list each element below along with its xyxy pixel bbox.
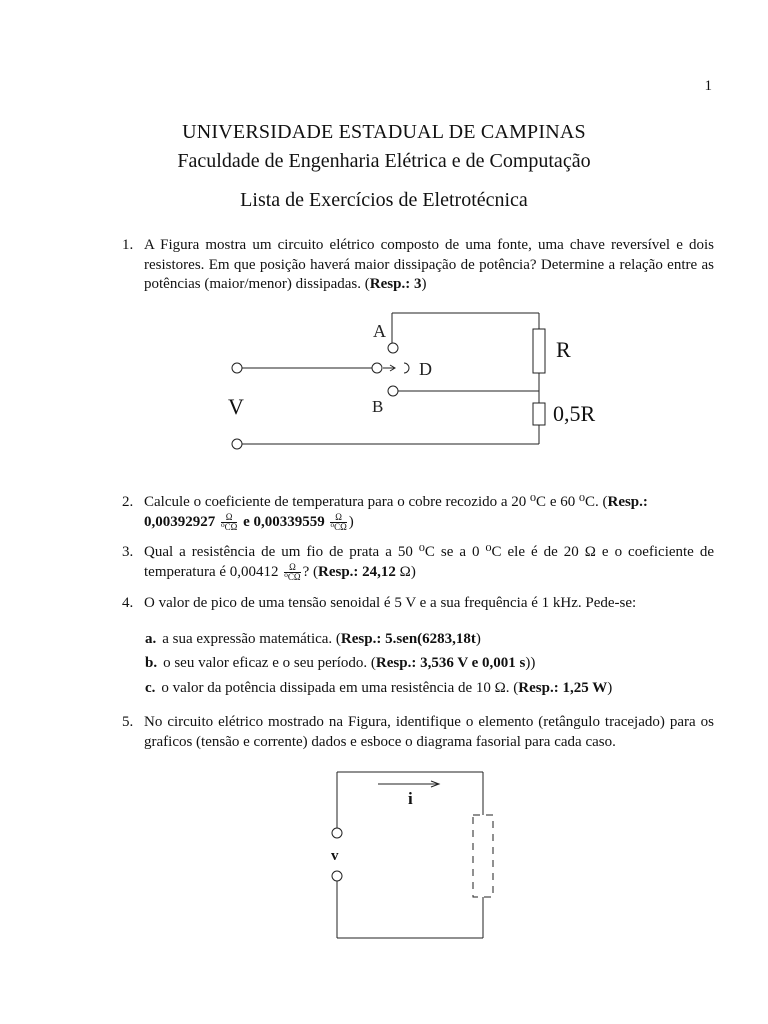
university-title: UNIVERSIDADE ESTADUAL DE CAMPINAS — [182, 121, 586, 143]
question-5 — [122, 713, 714, 752]
terminal-bottom — [332, 871, 342, 881]
answer: Resp.: 3,536 V e 0,001 s — [375, 655, 526, 671]
dashed-element — [473, 815, 493, 897]
question-number: 5. — [122, 714, 134, 730]
question-text: No circuito elétrico mostrado na Figura, identifique o elemento (retângulo tracejado) para os graficos (tensão e corrente) dados e esboce o diagrama fasorial para cada caso. — [144, 714, 714, 750]
circuit-figure-1 — [200, 305, 620, 465]
question-4 — [122, 594, 714, 614]
question-4b: b. o seu valor eficaz e o seu período. (Resp.: 3,536 V e 0,001 s)) — [145, 655, 536, 671]
list-title: Lista de Exercícios de Eletrotécnica — [240, 189, 528, 211]
answer: Resp.: 5.sen(6283,18t — [340, 631, 476, 647]
switch-contact-d — [404, 363, 409, 373]
question-2: 2. Calcule o coeficiente de temperatura para o cobre recozido a 20 ⁰C e 60 ⁰C. (Resp.: 0,00392927 $\frac{\Omega}{\text{⁰CΩ}}$ e 0,00339559 $\frac{\Omega}{\text{⁰CΩ}}$ ) — [122, 494, 648, 532]
switch-pivot — [372, 363, 382, 373]
answer: Resp.: 1,25 W — [518, 680, 608, 696]
label-b: B — [372, 397, 384, 416]
unit-fraction: $\frac{\Omega}{\text{⁰CΩ}}$ — [221, 511, 238, 532]
resistor-05r — [533, 403, 545, 425]
question-1: 1. A Figura mostra um circuito elétrico composto de uma fonte, uma chave reversível e dois resistores. Em que posição haverá maior dissipação de potência? Determine a relação entre as potências (maior/menor) dissipadas. (Resp.: 3) — [122, 237, 714, 292]
label-r: R — [556, 337, 571, 362]
resistor-r — [533, 329, 545, 373]
label-i: i — [408, 789, 413, 808]
question-number: 4. — [122, 595, 134, 611]
label-05r: 0,5R — [553, 401, 596, 426]
switch-contact-b — [388, 386, 398, 396]
question-text: Qual a resistência de um fio de prata a 50 ⁰C se a 0 ⁰C ele é de 20 Ω e o coeficiente de temperatura é 0,00412 — [144, 544, 714, 580]
label-d: D — [419, 359, 432, 379]
circuit-figure-2 — [320, 765, 520, 945]
question-4a: a. a sua expressão matemática. (Resp.: 5.sen(6283,18t) — [145, 631, 481, 647]
question-4c: c. o valor da potência dissipada em uma resistência de 10 Ω. (Resp.: 1,25 W) — [145, 680, 613, 696]
answer-label: Resp.: — [607, 494, 648, 510]
unit-fraction: $\frac{\Omega}{\text{⁰CΩ}}$ — [330, 511, 347, 532]
question-3: 3. Qual a resistência de um fio de prata a 50 ⁰C se a 0 ⁰C ele é de 20 Ω e o coeficiente de temperatura é 0,00412 $\frac{\Omega}{\text{⁰CΩ}}$ ? (Resp.: 24,12 Ω) — [122, 544, 714, 582]
terminal-bottom — [232, 439, 242, 449]
answer-value-2: e 0,00339559 — [243, 513, 325, 530]
switch-contact-a — [388, 343, 398, 353]
answer-value-1: 0,00392927 — [144, 513, 216, 530]
answer: Resp.: 24,12 — [318, 563, 396, 580]
page-number: 1 — [704, 78, 712, 94]
faculty-title: Faculdade de Engenharia Elétrica e de Computação — [177, 150, 591, 172]
terminal-top — [232, 363, 242, 373]
label-v: V — [228, 394, 244, 419]
question-text: A Figura mostra um circuito elétrico composto de uma fonte, uma chave reversível e dois resistores. Em que posição haverá maior dissipação de potência? Determine a relação entre as potências (maior/menor) dissipadas. ( — [144, 237, 714, 292]
label-v: v — [331, 848, 339, 864]
label-a: A — [373, 321, 386, 341]
answer: Resp.: 3 — [369, 276, 422, 292]
question-number: 3. — [122, 544, 134, 560]
question-text: O valor de pico de uma tensão senoidal é 5 V e a sua frequência é 1 kHz. Pede-se: — [144, 595, 637, 611]
question-number: 2. — [122, 494, 134, 510]
unit-fraction: $\frac{\Omega}{\text{⁰CΩ}}$ — [284, 561, 301, 582]
question-text: Calcule o coeficiente de temperatura para o cobre recozido a 20 ⁰C e 60 ⁰C. ( — [144, 494, 608, 510]
question-number: 1. — [122, 237, 134, 253]
terminal-top — [332, 828, 342, 838]
